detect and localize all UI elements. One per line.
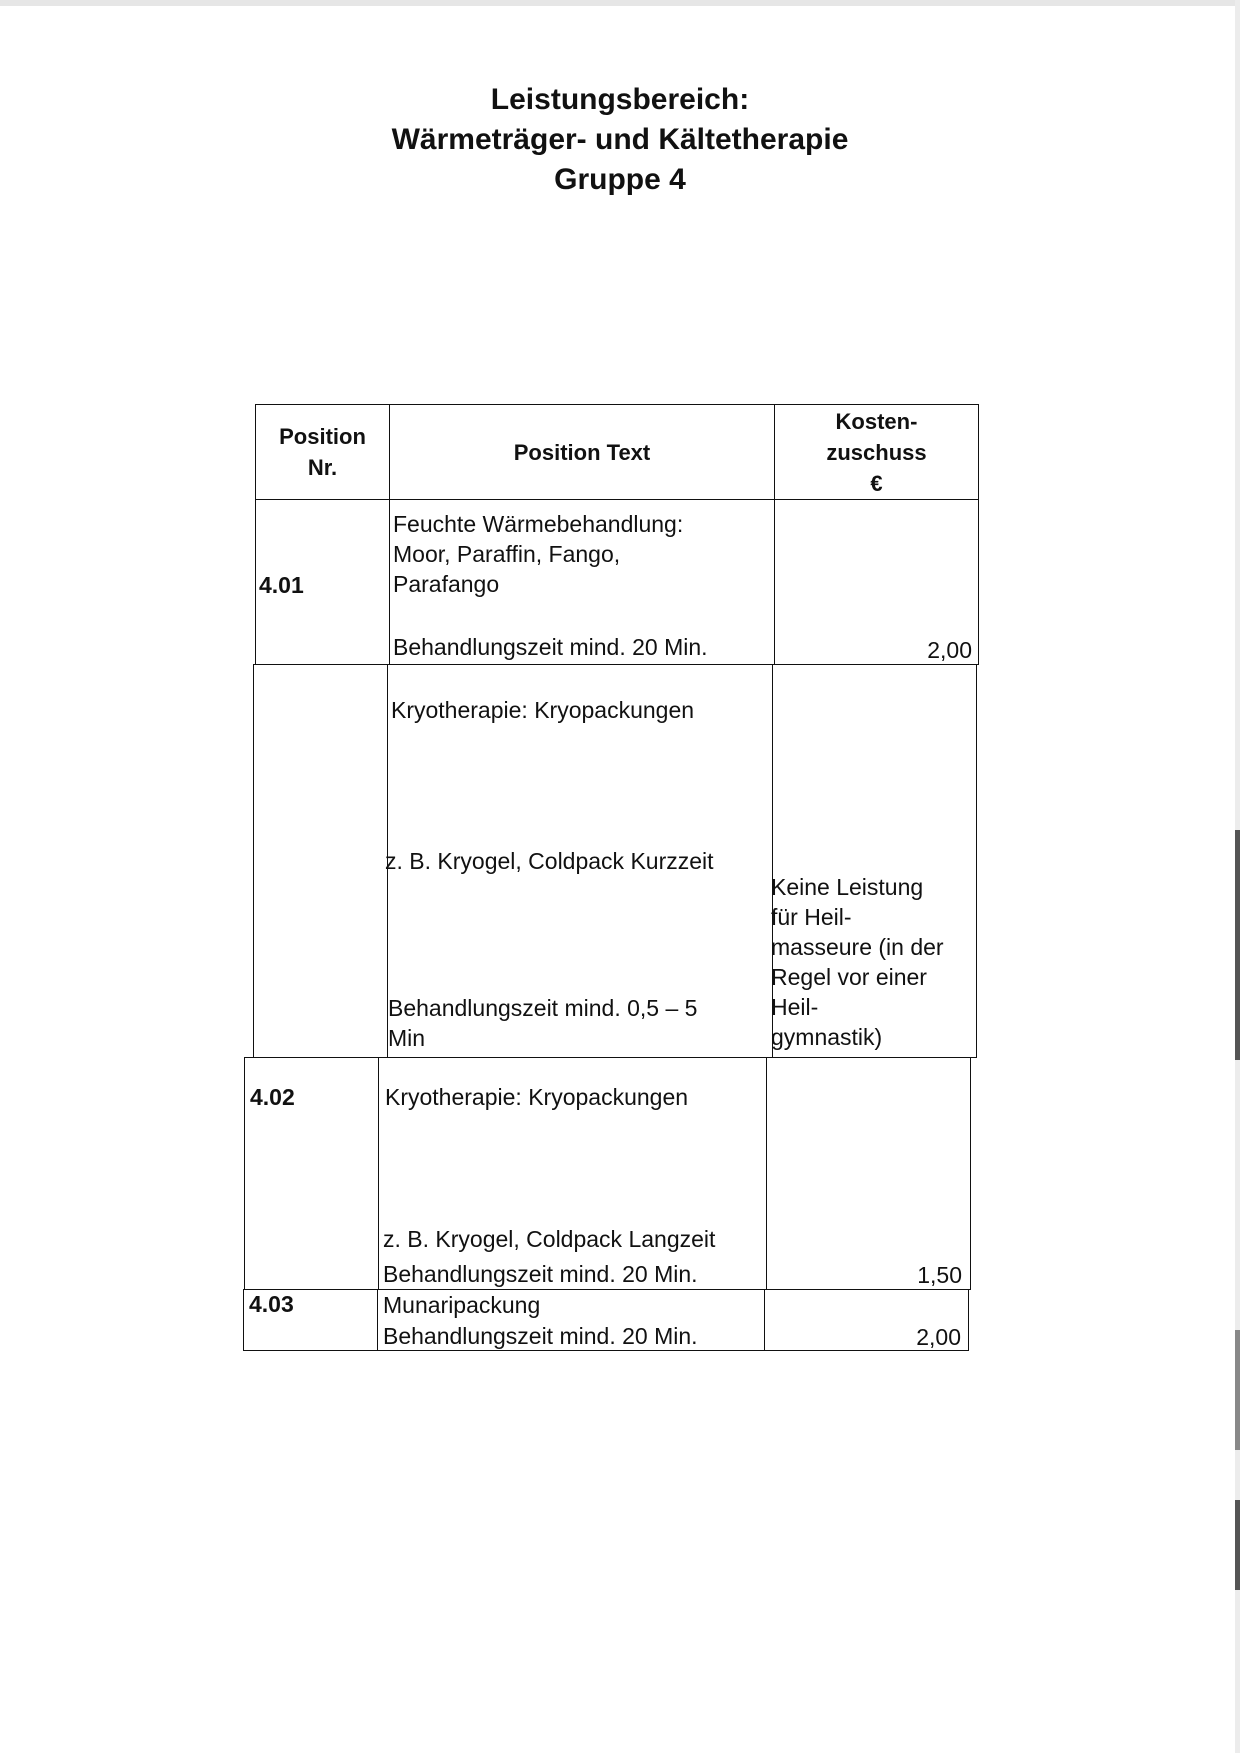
position-text: Feuchte Wärmebehandlung: Moor, Paraffin, Fango, Parafango <box>393 511 684 597</box>
treatment-duration: Behandlungszeit mind. 20 Min. <box>383 1261 698 1287</box>
heading-line-2: Wärmeträger- und Kältetherapie <box>391 123 849 156</box>
table-row <box>253 664 388 1058</box>
product-example: z. B. Kryogel, Coldpack Kurzzeit <box>385 848 714 874</box>
header-kosten: Kosten- zuschuss € <box>774 404 979 500</box>
heading-line-3: Gruppe 4 <box>554 163 686 196</box>
position-text: Kryotherapie: Kryopackungen <box>385 1084 689 1110</box>
position-text: Munaripackung <box>383 1292 541 1318</box>
position-number: 4.01 <box>259 572 304 598</box>
treatment-duration: Behandlungszeit mind. 20 Min. <box>393 634 708 660</box>
amount: 2,00 <box>927 637 972 663</box>
no-benefit-note: Keine Leistung für Heil- masseure (in der Regel vor einer Heil- gymnastik) <box>771 874 944 1050</box>
position-number: 4.03 <box>249 1291 294 1317</box>
position-number: 4.02 <box>250 1084 295 1110</box>
amount: 2,00 <box>916 1324 961 1350</box>
treatment-duration: Behandlungszeit mind. 20 Min. <box>383 1323 698 1349</box>
table-row <box>766 1057 971 1290</box>
heading-line-1: Leistungsbereich: <box>490 83 750 116</box>
header-position-text: Position Text <box>389 404 775 500</box>
treatment-duration: Behandlungszeit mind. 0,5 – 5 Min <box>388 995 698 1051</box>
header-position-nr: Position Nr. <box>255 404 390 500</box>
amount: 1,50 <box>917 1262 962 1288</box>
product-example: z. B. Kryogel, Coldpack Langzeit <box>383 1226 716 1252</box>
position-text: Kryotherapie: Kryopackungen <box>391 697 695 723</box>
